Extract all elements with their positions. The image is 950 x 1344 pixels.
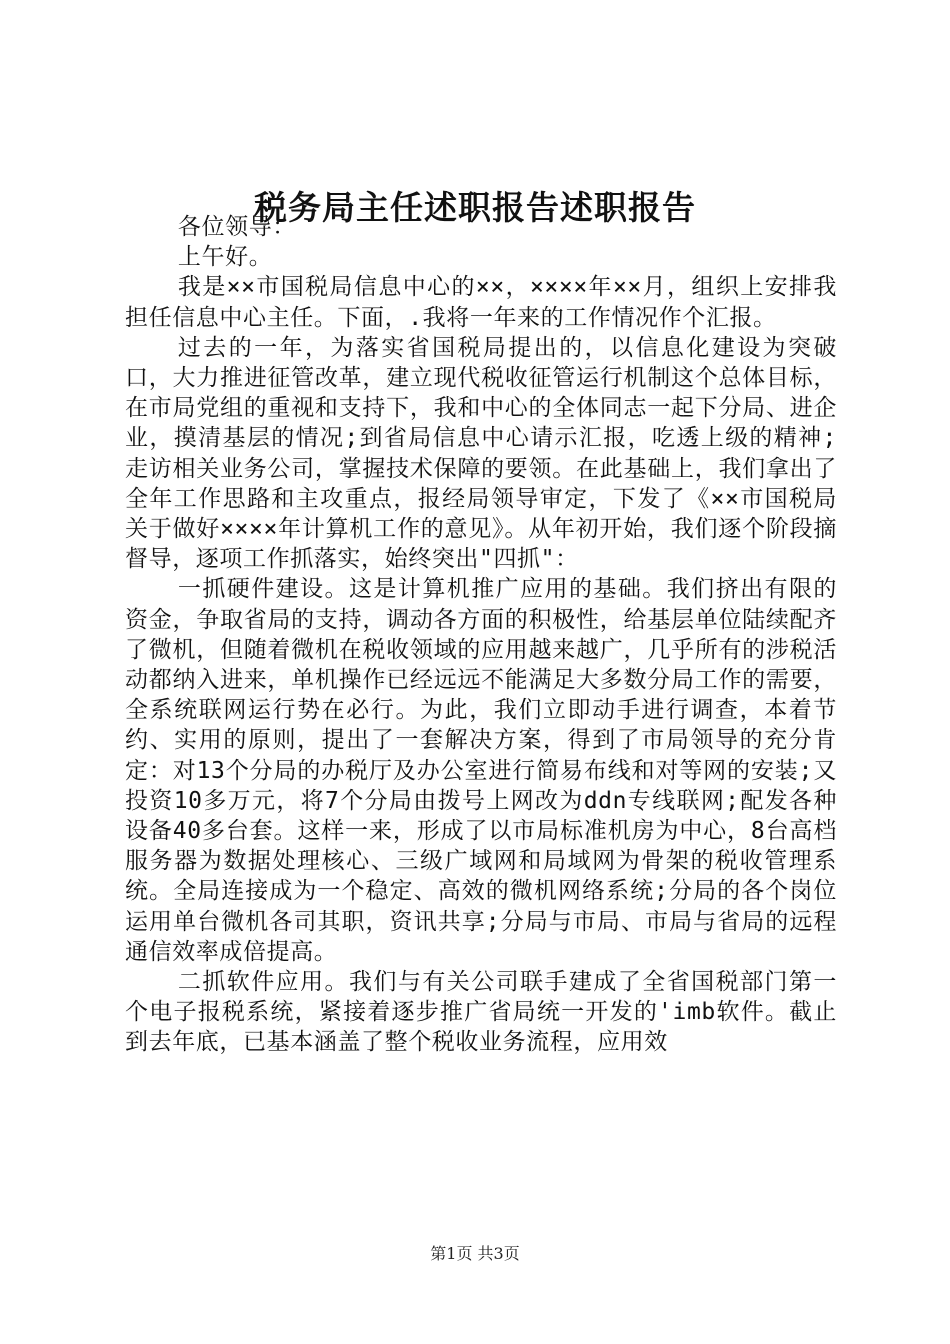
paragraph-overview: 过去的一年，为落实省国税局提出的，以信息化建设为突破口，大力推进征管改革，建立现代税收征管运行机制这个总体目标，在市局党组的重视和支持下，我和中心的全体同志一起下分局、进企业，摸清基层的情况;到省局信息中心请示汇报，吃透上级的精神;走访相关业务公司，掌握技术保障的要领。在此基础上，我们拿出了全年工作思路和主攻重点，报经局领导审定，下发了《××市国税局关于做好××××年计算机工作的意见》。从年初开始，我们逐个阶段摘督导，逐项工作抓落实，始终突出"四抓"： [125,334,837,573]
paragraph-software: 二抓软件应用。我们与有关公司联手建成了全省国税部门第一个电子报税系统，紧接着逐步推广省局统一开发的'imb软件。截止到去年底，已基本涵盖了整个税收业务流程，应用效 [125,969,837,1056]
paragraph-introduction: 我是××市国税局信息中心的××，××××年××月，组织上安排我担任信息中心主任。下面，.我将一年来的工作情况作个汇报。 [125,274,837,331]
document-body [125,212,837,1058]
page-number-footer: 第1页 共3页 [430,1244,520,1263]
paragraph-salutation: 各位领导： [177,214,296,240]
document-title: 税务局主任述职报告述职报告 [254,188,696,227]
paragraph-greeting: 上午好。 [177,244,273,271]
paragraph-hardware: 一抓硬件建设。这是计算机推广应用的基础。我们挤出有限的资金，争取省局的支持，调动各方面的积极性，给基层单位陆续配齐了微机，但随着微机在税收领域的应用越来越广，几乎所有的涉税活动都纳入进来，单机操作已经远远不能满足大多数分局工作的需要，全系统联网运行势在必行。为此，我们立即动手进行调查，本着节约、实用的原则，提出了一套解决方案，得到了市局领导的充分肯定：对13个分局的办税厅及办公室进行简易布线和对等网的安装;又投资10多万元，将7个分局由拨号上网改为ddn专线联网;配发各种设备40多台套。这样一来，形成了以市局标准机房为中心，8台高档服务器为数据处理核心、三级广域网和局域网为骨架的税收管理系统。全局连接成为一个稳定、高效的微机网络系统;分局的各个岗位运用单台微机各司其职，资讯共享;分局与市局、市局与省局的远程通信效率成倍提高。 [125,576,837,965]
